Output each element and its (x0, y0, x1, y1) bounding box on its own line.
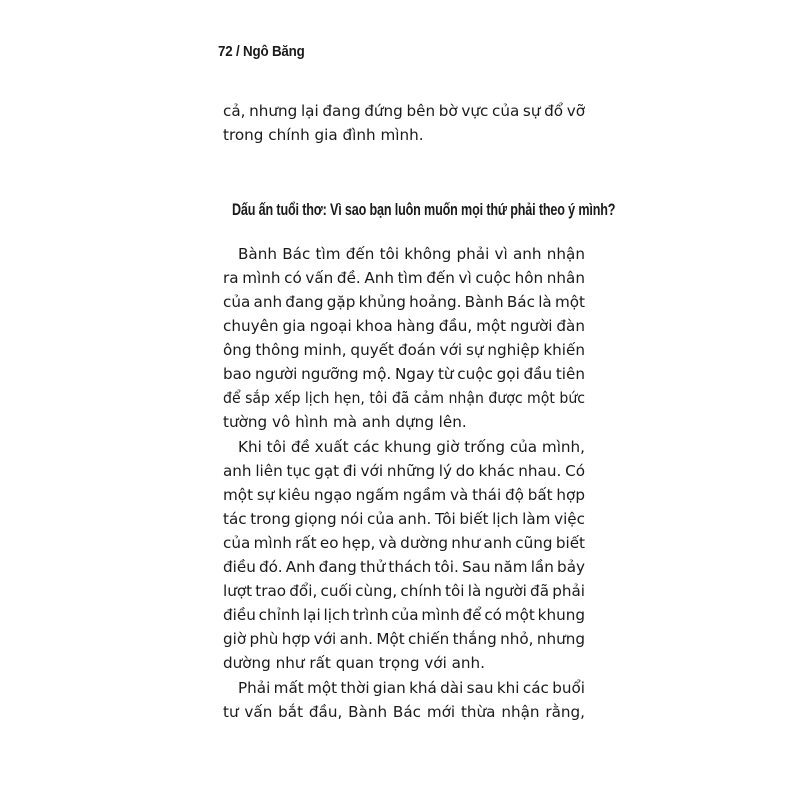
text-line: điều chỉnh lại lịch trình của mình để có một khung (223, 606, 585, 624)
text-line: dường như rất quan trọng với anh. (223, 654, 486, 672)
text-line: ông thông minh, quyết đoán với sự nghiệp khiến (223, 341, 585, 359)
text-line: chuyên gia ngoại khoa hàng đầu, một người đàn (223, 317, 585, 335)
text-line: ra mình có vấn đề. Anh tìm đến vì cuộc hôn nhân (223, 269, 585, 287)
text-line: của mình rất eo hẹp, và dường như anh cũng biết (223, 534, 585, 552)
text-line: cả, nhưng lại đang đứng bên bờ vực của sự đổ vỡ (223, 102, 585, 120)
text-line: điều đó. Anh đang thử thách tôi. Sau năm lần bảy (223, 558, 585, 576)
text-line: tường vô hình mà anh dựng lên. (223, 413, 467, 431)
text-line: Khi tôi đề xuất các khung giờ trống của mình, (238, 438, 585, 456)
text-line: bao người ngưỡng mộ. Ngay từ cuộc gọi đầu tiên (223, 365, 585, 383)
text-line: Bành Bác tìm đến tôi không phải vì anh nhận (238, 245, 585, 263)
text-line: tác trong giọng nói của anh. Tôi biết lịch làm việc (223, 510, 585, 528)
section-heading: Dấu ấn tuổi thơ: Vì sao bạn luôn muốn mọi thứ phải theo ý mình? (232, 200, 616, 219)
text-line: tư vấn bắt đầu, Bành Bác mới thừa nhận rằng, (223, 703, 585, 721)
text-line: trong chính gia đình mình. (223, 126, 424, 144)
text-line: một sự kiêu ngạo ngấm ngầm và thái độ bất hợp (223, 486, 585, 504)
text-line: của anh đang gặp khủng hoảng. Bành Bác là một (223, 293, 585, 311)
text-line: giờ phù hợp với anh. Một chiến thắng nhỏ, nhưng (223, 630, 585, 648)
running-head: 72 / Ngô Băng (218, 44, 305, 60)
text-line: lượt trao đổi, cuối cùng, chính tôi là người đã phải (223, 582, 585, 600)
text-line: anh liên tục gạt đi với những lý do khác nhau. Có (223, 462, 585, 480)
text-line: Phải mất một thời gian khá dài sau khi các buổi (238, 679, 585, 697)
text-line: để sắp xếp lịch hẹn, tôi đã cảm nhận được một bức (223, 389, 585, 407)
